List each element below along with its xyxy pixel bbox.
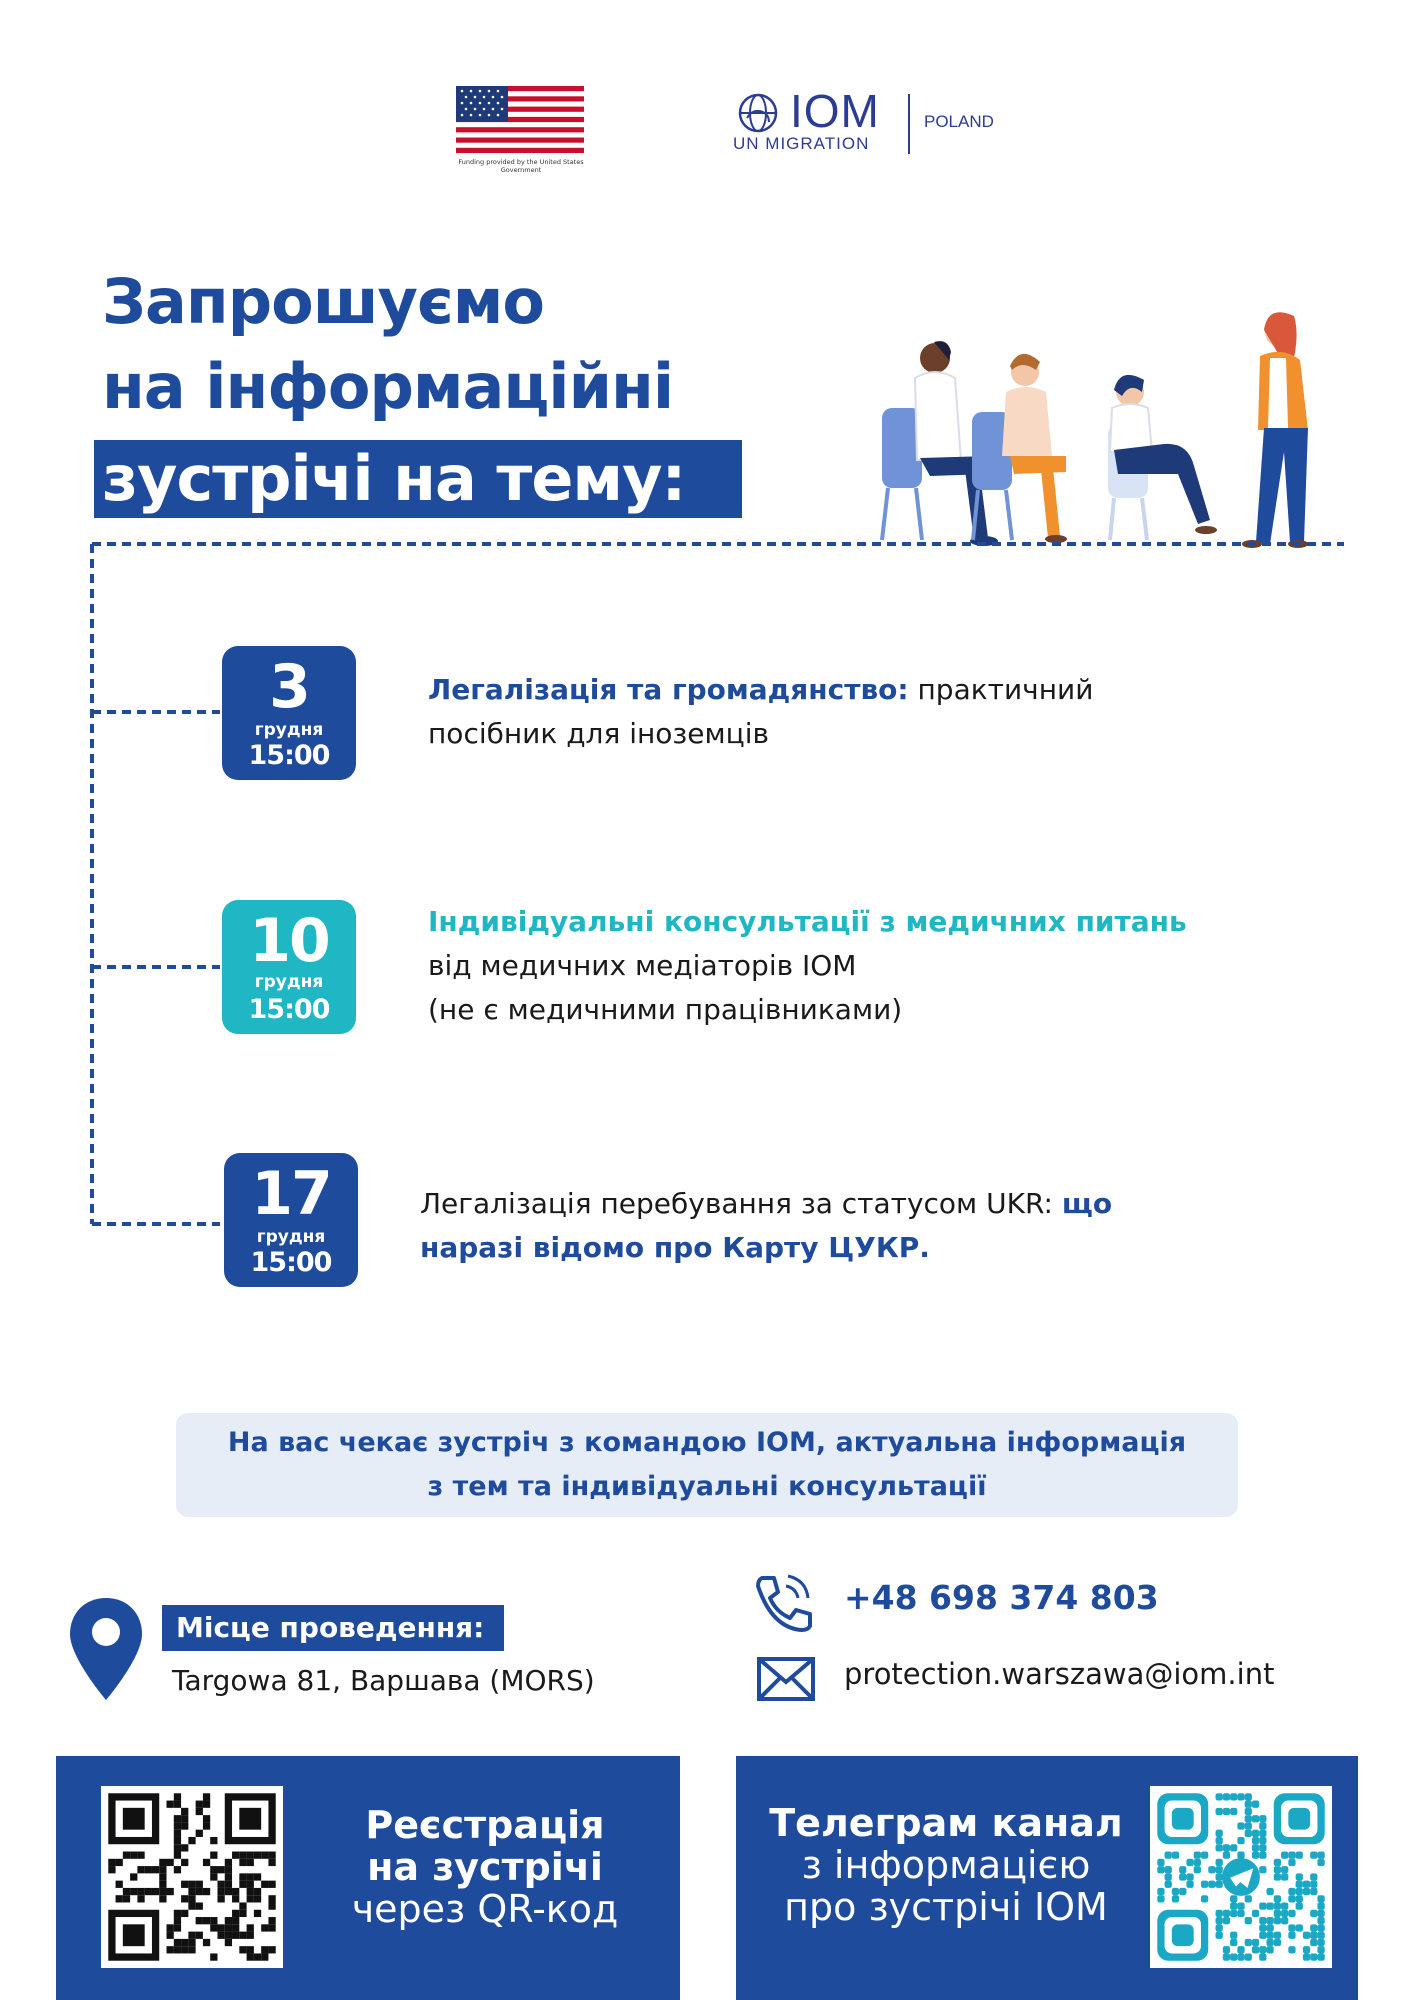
event-2-time: 15:00: [248, 994, 330, 1025]
person-woman-orange-icon: [1002, 354, 1067, 543]
event-2-day: 10: [249, 906, 329, 976]
telegram-line-2: з інформацією: [801, 1843, 1091, 1887]
event-1-day: 3: [269, 652, 309, 722]
phone-number[interactable]: +48 698 374 803: [844, 1578, 1159, 1617]
event-1-line-2: посібник для іноземців: [428, 717, 769, 750]
registration-qr-code[interactable]: [101, 1786, 283, 1968]
iom-emblem-icon: [733, 92, 783, 134]
event-1-date-badge: [222, 646, 356, 780]
info-note: [176, 1413, 1238, 1517]
iom-country: POLAND: [924, 112, 994, 131]
event-3-day: 17: [251, 1159, 331, 1229]
location-address: Targowa 81, Варшава (MORS): [172, 1664, 595, 1697]
event-3-date-badge: [224, 1153, 358, 1287]
event-1-rest: практичний: [908, 673, 1094, 706]
registration-panel: [56, 1756, 680, 2000]
event-2-month: грудня: [254, 972, 324, 992]
info-note-line-2: з тем та індивідуальні консультації: [427, 1471, 987, 1502]
iom-divider: [908, 94, 910, 154]
title-line-2: на інформаційні: [102, 350, 674, 423]
title-line-1: Запрошуємо: [102, 265, 544, 338]
event-3-plain: Легалізація перебування за статусом UKR:: [420, 1187, 1062, 1220]
event-2-highlight: Індивідуальні консультації з медичних питань: [428, 905, 1187, 938]
event-2-line-2: від медичних медіаторів IOM: [428, 949, 857, 982]
person-standing-presenter-icon: [1242, 312, 1308, 548]
registration-line-2: на зустрічі: [367, 1845, 603, 1889]
telegram-text: [756, 1802, 1136, 1928]
event-3-highlight-end: що: [1061, 1187, 1113, 1220]
event-2-line-3: (не є медичними працівниками): [428, 993, 903, 1026]
event-1-highlight: Легалізація та громадянство:: [428, 673, 909, 706]
event-3-description: [420, 1182, 1112, 1270]
mail-icon: [756, 1656, 816, 1702]
registration-line-1: Реєстрація: [365, 1803, 605, 1847]
event-3-month: грудня: [256, 1227, 326, 1247]
telegram-line-1: Телеграм канал: [769, 1801, 1123, 1845]
event-3-time: 15:00: [250, 1247, 332, 1278]
event-3-line-2: наразі відомо про Карту ЦУКР.: [420, 1231, 930, 1264]
event-2-date-badge: [222, 900, 356, 1034]
meeting-people-illustration: [860, 308, 1340, 548]
registration-line-3: через QR-код: [351, 1887, 619, 1931]
event-1-time: 15:00: [248, 740, 330, 771]
info-note-line-1: На вас чекає зустріч з командою IOM, актуальна інформація: [227, 1427, 1187, 1458]
iom-subtitle: UN MIGRATION: [733, 134, 870, 153]
timeline-dotted-lines: [88, 540, 1348, 1230]
person-woman-seated-icon: [1110, 375, 1217, 534]
phone-icon: [752, 1572, 812, 1632]
location-pin-icon: [68, 1596, 144, 1702]
registration-text: [310, 1804, 660, 1930]
event-1-month: грудня: [254, 720, 324, 740]
title-line-3: зустрічі на тему:: [102, 442, 686, 515]
telegram-panel: [736, 1756, 1358, 2000]
us-flag-logo: [456, 86, 584, 153]
event-1-description: [428, 668, 1093, 756]
telegram-qr-code[interactable]: [1150, 1786, 1332, 1968]
telegram-line-3: про зустрічі IOM: [784, 1885, 1108, 1929]
funding-note: Funding provided by the United States Government: [458, 158, 584, 174]
location-label: Місце проведення:: [176, 1611, 485, 1644]
event-2-description: [428, 900, 1187, 1032]
iom-wordmark: IOM: [790, 85, 880, 137]
email-address[interactable]: protection.warszawa@iom.int: [844, 1657, 1275, 1691]
